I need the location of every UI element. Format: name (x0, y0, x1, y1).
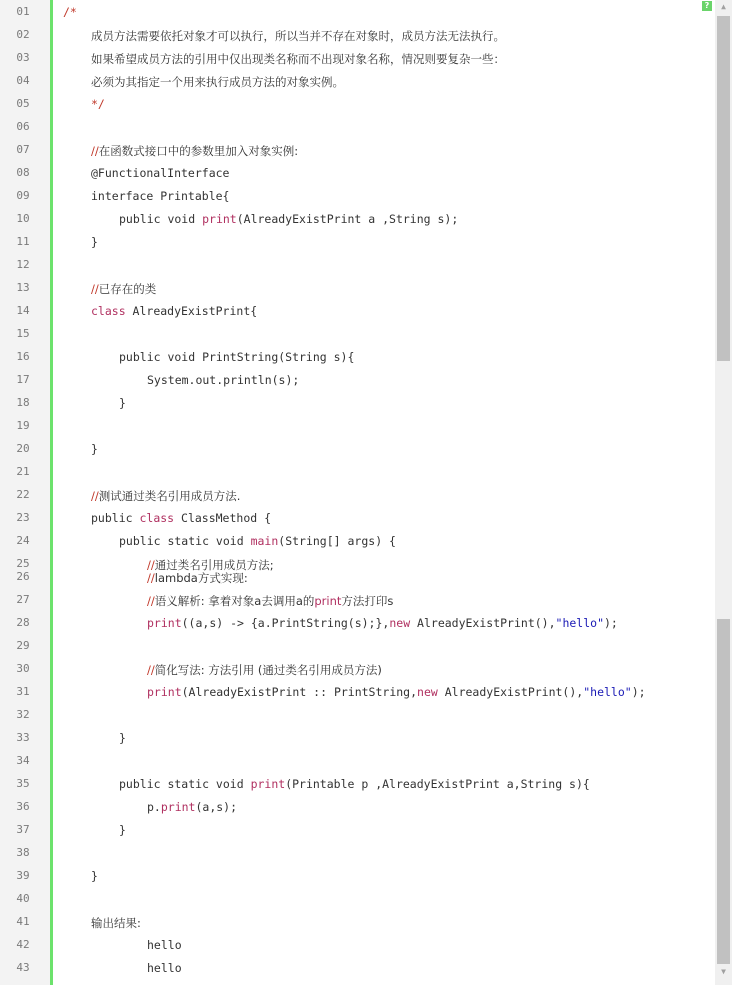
code-token: 通过类名引用成员方法; (154, 558, 274, 572)
code-token: 如果希望成员方法的引用中仅出现类名称而不出现对象名称，情况则要复杂一些： (91, 52, 505, 66)
code-token: } (119, 731, 126, 745)
code-line (147, 373, 299, 387)
line-number: 31 (16, 685, 30, 698)
code-token: lambda方式实现: (154, 571, 248, 585)
code-token: 输出结果: (91, 916, 141, 930)
code-line (91, 442, 98, 456)
code-line (119, 396, 126, 410)
code-token: 方法打印s (341, 594, 394, 608)
code-token: class (91, 304, 133, 318)
code-line (119, 777, 590, 791)
line-number: 03 (16, 51, 30, 64)
code-token: } (119, 396, 126, 410)
code-line (63, 5, 77, 19)
code-token: interface Printable{ (91, 189, 230, 203)
code-token: // (147, 594, 155, 608)
code-token: } (91, 442, 98, 456)
code-token: 必须为其指定一个用来执行成员方法的对象实例。 (91, 75, 344, 89)
code-line (119, 731, 126, 745)
code-token: // (91, 489, 99, 503)
code-token: print (147, 685, 182, 699)
code-token: print (250, 777, 286, 791)
code-token: AlreadyExistPrint(), (444, 685, 584, 699)
code-line (119, 534, 396, 548)
line-number: 18 (16, 396, 30, 409)
line-number: 14 (16, 304, 30, 317)
code-line (91, 189, 229, 203)
code-token: public void PrintString(String s){ (119, 350, 355, 364)
line-number: 06 (16, 120, 30, 133)
code-line (91, 74, 344, 90)
code-token: ((a,s) -> {a.PrintString(s);}, (181, 616, 390, 630)
line-number: 16 (16, 350, 30, 363)
line-number: 07 (16, 143, 30, 156)
code-token: (Printable p ,AlreadyExistPrint a,String s){ (285, 777, 590, 791)
line-number: 17 (16, 373, 30, 386)
line-number: 25 (16, 557, 30, 570)
code-token: public void (119, 212, 203, 226)
line-number: 35 (16, 777, 30, 790)
code-token: (String[] args) { (278, 534, 396, 548)
code-token: ClassMethod { (181, 511, 272, 525)
code-line (147, 938, 182, 952)
scroll-up-arrow-icon[interactable]: ▲ (721, 2, 726, 11)
code-token: "hello" (583, 685, 632, 699)
code-token: 已存在的类 (98, 282, 157, 296)
code-token: p. (147, 800, 161, 814)
line-number: 38 (16, 846, 30, 859)
code-token: 简化写法: 方法引用 (通过类名引用成员方法) (154, 663, 382, 677)
line-number: 29 (16, 639, 30, 652)
code-line (91, 488, 240, 504)
code-token: class (139, 511, 182, 525)
code-token: // (147, 663, 155, 677)
line-number: 11 (16, 235, 30, 248)
line-number: 21 (16, 465, 30, 478)
scroll-down-arrow-icon[interactable]: ▼ (721, 967, 726, 976)
code-line (91, 304, 257, 318)
code-line (91, 281, 156, 297)
code-token: AlreadyExistPrint(), (417, 616, 556, 630)
code-line (91, 235, 98, 249)
code-line (119, 350, 354, 364)
code-line (119, 212, 458, 226)
line-number: 10 (16, 212, 30, 225)
line-number: 19 (16, 419, 30, 432)
code-token: */ (91, 97, 105, 111)
code-token: ); (604, 616, 618, 630)
code-token: (AlreadyExistPrint :: PrintString, (181, 685, 418, 699)
line-number: 24 (16, 534, 30, 547)
code-token: } (119, 823, 126, 837)
line-number: 09 (16, 189, 30, 202)
code-line (119, 823, 126, 837)
line-number: 43 (16, 961, 30, 974)
code-token: } (91, 869, 98, 883)
code-token: print (202, 212, 237, 226)
line-number: 34 (16, 754, 30, 767)
code-token: public static void (119, 777, 251, 791)
code-token: print (160, 800, 196, 814)
line-number-gutter (0, 0, 53, 985)
vertical-scrollbar[interactable] (715, 0, 732, 985)
line-number: 42 (16, 938, 30, 951)
line-number: 30 (16, 662, 30, 675)
scrollbar-thumb-lower[interactable] (717, 619, 730, 964)
code-token: // (91, 282, 99, 296)
code-token: "hello" (555, 616, 604, 630)
code-line (91, 915, 141, 931)
line-number: 12 (16, 258, 30, 271)
line-number: 22 (16, 488, 30, 501)
code-line (91, 51, 505, 67)
scrollbar-thumb[interactable] (717, 16, 730, 361)
line-number: 01 (16, 5, 30, 18)
line-number: 27 (16, 593, 30, 606)
line-number: 41 (16, 915, 30, 928)
line-number: 26 (16, 570, 30, 583)
code-line (91, 166, 229, 180)
code-token: // (147, 558, 155, 572)
code-line (91, 28, 505, 44)
code-token: (AlreadyExistPrint a ,String s); (236, 212, 459, 226)
code-token: // (147, 571, 155, 585)
line-number: 28 (16, 616, 30, 629)
line-number: 02 (16, 28, 30, 41)
code-line (147, 685, 646, 699)
code-token: /* (63, 5, 77, 19)
line-number: 39 (16, 869, 30, 882)
code-token: print (147, 616, 182, 630)
code-token: main (250, 534, 279, 548)
code-token: 成员方法需要依托对象才可以执行，所以当并不存在对象时，成员方法无法执行。 (91, 29, 505, 43)
help-icon[interactable]: ? (702, 1, 712, 11)
code-token: ); (631, 685, 646, 699)
code-line (91, 869, 98, 883)
code-token: System.out.println(s); (147, 373, 300, 387)
line-number: 13 (16, 281, 30, 294)
code-token: public static void (119, 534, 251, 548)
code-line (91, 143, 298, 159)
line-number: 23 (16, 511, 30, 524)
line-number: 33 (16, 731, 30, 744)
code-line (147, 961, 182, 975)
line-number: 32 (16, 708, 30, 721)
code-line (147, 593, 393, 609)
line-number: 37 (16, 823, 30, 836)
line-number: 36 (16, 800, 30, 813)
code-token: public (91, 511, 140, 525)
code-line (147, 616, 618, 630)
code-token: hello (147, 938, 182, 952)
code-token: (a,s); (195, 800, 238, 814)
code-token: } (91, 235, 98, 249)
line-number: 20 (16, 442, 30, 455)
code-token: 在函数式接口中的参数里加入对象实例: (98, 144, 299, 158)
code-token: @FunctionalInterface (91, 166, 230, 180)
code-line (147, 800, 237, 814)
code-area (53, 0, 715, 985)
code-line (91, 511, 271, 525)
line-number: 05 (16, 97, 30, 110)
code-line (147, 662, 382, 678)
line-number: 15 (16, 327, 30, 340)
line-number: 04 (16, 74, 30, 87)
code-token: 测试通过类名引用成员方法. (98, 489, 241, 503)
code-token: AlreadyExistPrint{ (132, 304, 258, 318)
code-token: 语义解析: 拿着对象a去调用a的 (154, 594, 315, 608)
line-number: 40 (16, 892, 30, 905)
code-line (147, 570, 248, 586)
code-token: // (91, 144, 99, 158)
code-line (91, 97, 105, 111)
code-token: new (417, 685, 445, 699)
code-token: print (314, 594, 342, 608)
code-token: hello (147, 961, 182, 975)
line-number: 08 (16, 166, 30, 179)
code-token: new (389, 616, 418, 630)
